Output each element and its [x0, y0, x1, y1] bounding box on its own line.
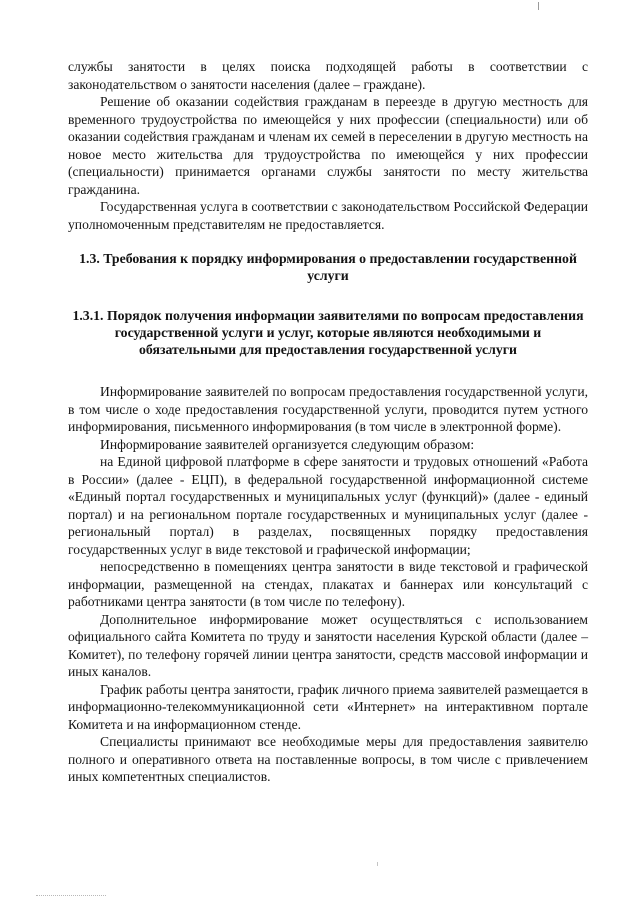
paragraph: службы занятости в целях поиска подходящей работы в соответствии с законодательством о занятости населения (далее – граждане). [68, 59, 588, 92]
paragraph: Дополнительное информирование может осуществляться с использованием официального сайта Комитета по труду и занятости населения Курской области (далее – Комитет), по телефону горячей линии центра занятости, средств массовой информации и иных каналов. [68, 611, 588, 679]
paragraph: Информирование заявителей организуется следующим образом: [100, 436, 475, 452]
paragraph: График работы центра занятости, график личного приема заявителей размещается в информационно-телекоммуникационной сети «Интернет» на интерактивном портале Комитета и на информационном стенде. [68, 681, 588, 732]
paragraph: Государственная услуга в соответствии с законодательством Российской Федерации уполномоченным представителям не предоставляется. [68, 199, 588, 232]
paragraph: непосредственно в помещениях центра занятости в виде текстовой и графической информации, размещенной на стендах, плакатах и баннерах или консультаций с работниками центра занятости (в том числе по телефону). [68, 559, 588, 609]
paragraph: Решение об оказании содействия гражданам в переезде в другую местность для временного трудоустройства по имеющейся у них профессии (специальности) или об оказании содействия гражданам и членам их семей в переселении в другую местность на новое место жительства для трудоустройства по имеющейся у них профессии (специальности) принимается органами службы занятости по месту жительства гражданина. [68, 94, 588, 197]
scan-mark [538, 2, 539, 10]
scan-artifact [36, 893, 106, 896]
paragraph: на Единой цифровой платформе в сфере занятости и трудовых отношений «Работа в России» (далее - ЕЦП), в федеральной государственной информационной системе «Единый портал государственных и муниципальных услуг (функций)» (далее - единый портал) и на региональном портале государственных и муниципальных услуг (далее - региональный портал) в разделах, посвященных порядку предоставления государственных услуг в виде текстовой и графической информации; [68, 454, 588, 557]
subsection-heading: 1.3.1. Порядок получения информации заявителями по вопросам предоставления государственной услуги и услуг, которые являются необходимыми и обязательными для предоставления государственной услуги [72, 308, 584, 357]
section-heading: 1.3. Требования к порядку информирования о предоставлении государственной услуги [79, 251, 577, 283]
paragraph: Специалисты принимают все необходимые меры для предоставления заявителю полного и оперативного ответа на поставленные вопросы, в том числе с привлечением иных компетентных специалистов. [68, 734, 588, 784]
scan-mark [377, 862, 378, 866]
paragraph: Информирование заявителей по вопросам предоставления государственной услуги, в том числе о ходе предоставления государственной услуги, проводится путем устного информирования, письменного информирования (в том числе в электронной форме). [68, 384, 588, 434]
document-page [68, 58, 588, 786]
